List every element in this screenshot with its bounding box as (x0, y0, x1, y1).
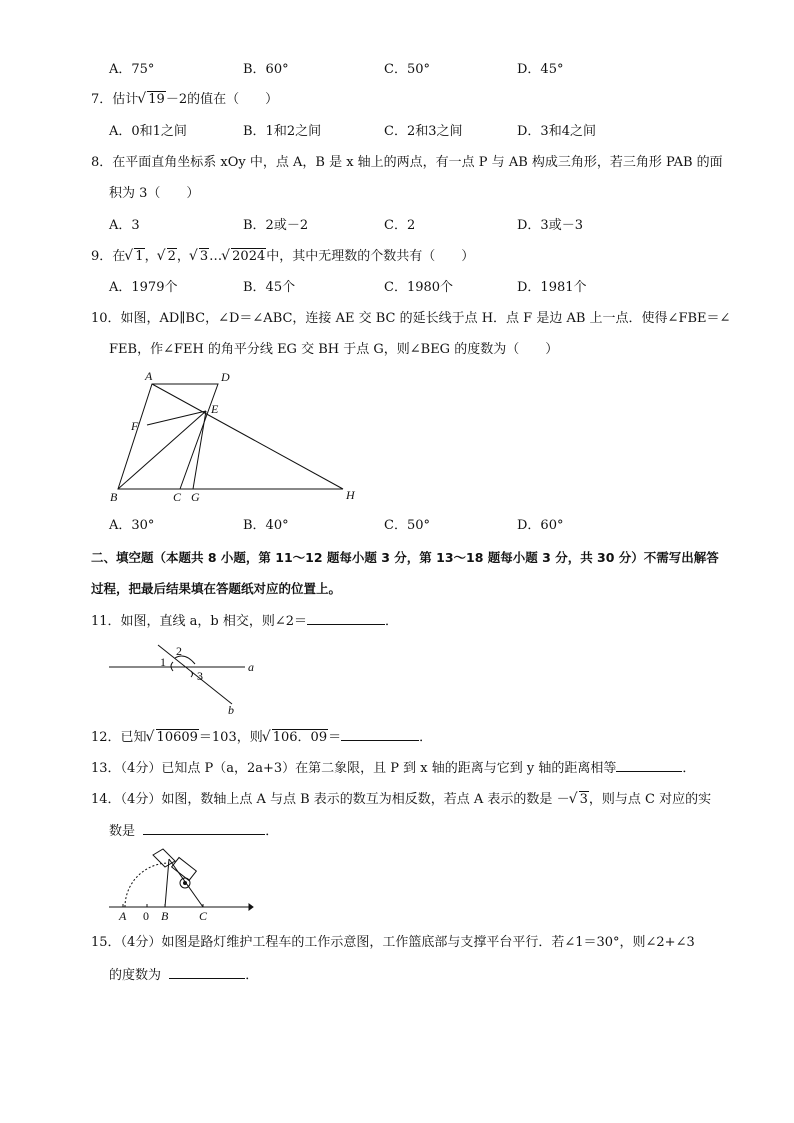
q6-option-a: A．75° (109, 62, 155, 77)
q7-stem-post: －2的值在（ ） (165, 92, 279, 107)
q10-quad (118, 384, 218, 489)
q15-answer-blank (169, 966, 245, 979)
q12-pre: 12．已知 (91, 730, 147, 745)
q10-label-b: B (110, 490, 118, 504)
q11-label-2: 2 (176, 644, 182, 658)
q9-option-c: C．1980个 (384, 280, 454, 295)
q15-period: ． (245, 968, 259, 983)
q14-line2-text: 数是 (109, 824, 136, 839)
q12-radical-2: √ 106．09 (264, 729, 328, 747)
q9-radical-1: √ 1 (126, 248, 144, 266)
q14-label-o: 0 (143, 909, 149, 923)
q9-stem-pre: 9．在 (91, 249, 126, 264)
q12-mid: ＝103，则 (198, 730, 263, 745)
q11-answer-blank (307, 612, 385, 625)
q11-label-b: b (228, 703, 234, 717)
q15-line2-text: 的度数为 (109, 968, 162, 983)
q9-option-d: D．1981个 (517, 280, 587, 295)
section2-heading-line1: 二、填空题（本题共 8 小题，第 11～12 题每小题 3 分，第 13～18 题每小题 3 分，共 30 分）不需写出解答 (91, 550, 719, 565)
q14-stem-line2 (109, 822, 278, 841)
q9-radical-3: √ 3 (191, 248, 209, 266)
q14-answer-blank (143, 822, 265, 835)
q12-period: ． (419, 730, 433, 745)
q7-radical: √ 19 (139, 91, 166, 109)
q8-option-b: B．2或－2 (243, 218, 309, 233)
q12-stem (91, 728, 432, 747)
q14-compass-head (153, 849, 175, 867)
q8-stem-line2: 积为 3（ ） (109, 186, 200, 201)
q8-option-a: A．3 (109, 218, 140, 233)
q10-figure (105, 368, 370, 508)
q14-figure (105, 845, 255, 923)
q11-stem (91, 612, 398, 631)
q14-period: ． (265, 824, 279, 839)
q10-stem-line1: 10．如图，AD∥BC，∠D＝∠ABC，连接 AE 交 BC 的延长线于点 H．点 F 是边 AB 上一点．使得∠FBE＝∠ (91, 311, 731, 326)
q10-line-fe (147, 411, 206, 425)
q7-stem (91, 91, 278, 109)
q11-angle3-arc (191, 671, 193, 677)
q12-answer-blank (341, 728, 419, 741)
q10-stem-line2: FEB，作∠FEH 的角平分线 EG 交 BH 于点 G，则∠BEG 的度数为（ ） (109, 342, 559, 357)
q10-line-eg (193, 411, 206, 489)
q13-text: 13．（4分）已知点 P（a，2a+3）在第二象限，且 P 到 x 轴的距离与它到 y 轴的距离相等 (91, 761, 617, 776)
q7-stem-pre: 7．估计 (91, 92, 139, 107)
q14-arc (125, 863, 169, 907)
q9-stem: 9．在√ 1，√ 2，√ 3…√ 2024中，其中无理数的个数共有（ ） (91, 248, 474, 266)
q13-period: ． (682, 761, 696, 776)
q6-option-c: C．50° (384, 62, 430, 77)
q9-ellipsis: … (209, 249, 223, 264)
q10-option-a: A．30° (109, 518, 155, 533)
q10-label-e: E (211, 402, 219, 416)
q10-line-ah (152, 384, 343, 489)
q14-label-b: B (161, 909, 169, 923)
q14-pre: 14．（4分）如图，数轴上点 A 与点 B 表示的数互为相反数，若点 A 表示的数是 － (91, 792, 570, 807)
q15-stem-line2 (109, 966, 258, 985)
q7-option-d: D．3和4之间 (517, 124, 596, 139)
q6-option-d: D．45° (517, 62, 564, 77)
section2-heading-line2: 过程，把最后结果填在答题纸对应的位置上。 (91, 581, 342, 596)
q11-figure (105, 642, 265, 718)
q9-radical-4: √ 2024 (223, 248, 266, 266)
q11-period: ． (385, 614, 399, 629)
q12-post: ＝ (328, 730, 342, 745)
q10-label-a: A (145, 369, 153, 383)
q10-option-b: B．40° (243, 518, 289, 533)
q8-stem-line1: 8．在平面直角坐标系 xOy 中，点 A，B 是 x 轴上的两点，有一点 P 与 AB 构成三角形，若三角形 PAB 的面 (91, 155, 723, 170)
q11-text: 11．如图，直线 a，b 相交，则∠2＝ (91, 614, 308, 629)
q9-stem-post: 中，其中无理数的个数共有（ ） (266, 249, 475, 264)
q7-option-c: C．2和3之间 (384, 124, 463, 139)
q14-stem-line1 (91, 791, 711, 809)
q6-option-b: B．60° (243, 62, 289, 77)
q9-option-b: B．45个 (243, 280, 296, 295)
q10-option-c: C．50° (384, 518, 430, 533)
q9-option-a: A．1979个 (109, 280, 178, 295)
q8-option-c: C．2 (384, 218, 416, 233)
q8-option-d: D．3或－3 (517, 218, 583, 233)
q14-axis-arrow (249, 904, 253, 910)
q14-label-a: A (119, 909, 127, 923)
q11-label-1: 1 (160, 655, 166, 669)
q9-radical-2: √ 2 (159, 248, 177, 266)
q10-option-d: D．60° (517, 518, 564, 533)
q10-label-h: H (346, 488, 355, 502)
q11-label-3: 3 (197, 669, 203, 683)
q12-radical-1: √ 10609 (148, 729, 199, 747)
q10-label-f: F (131, 419, 139, 433)
q10-label-g: G (191, 490, 200, 504)
q13-stem (91, 759, 695, 778)
q11-label-a: a (248, 660, 254, 674)
q10-label-d: D (221, 370, 230, 384)
q14-radical: √ 3 (571, 791, 589, 809)
q7-option-a: A．0和1之间 (109, 124, 187, 139)
q14-label-c: C (199, 909, 208, 923)
q13-answer-blank (616, 759, 682, 772)
q15-stem-line1: 15．（4分）如图是路灯维护工程车的工作示意图，工作篮底部与支撑平台平行．若∠1＝30°，则∠2+∠3 (91, 935, 695, 950)
q11-line-b (158, 645, 232, 704)
q14-post: ，则与点 C 对应的实 (588, 792, 712, 807)
q10-label-c: C (173, 490, 182, 504)
q7-option-b: B．1和2之间 (243, 124, 322, 139)
